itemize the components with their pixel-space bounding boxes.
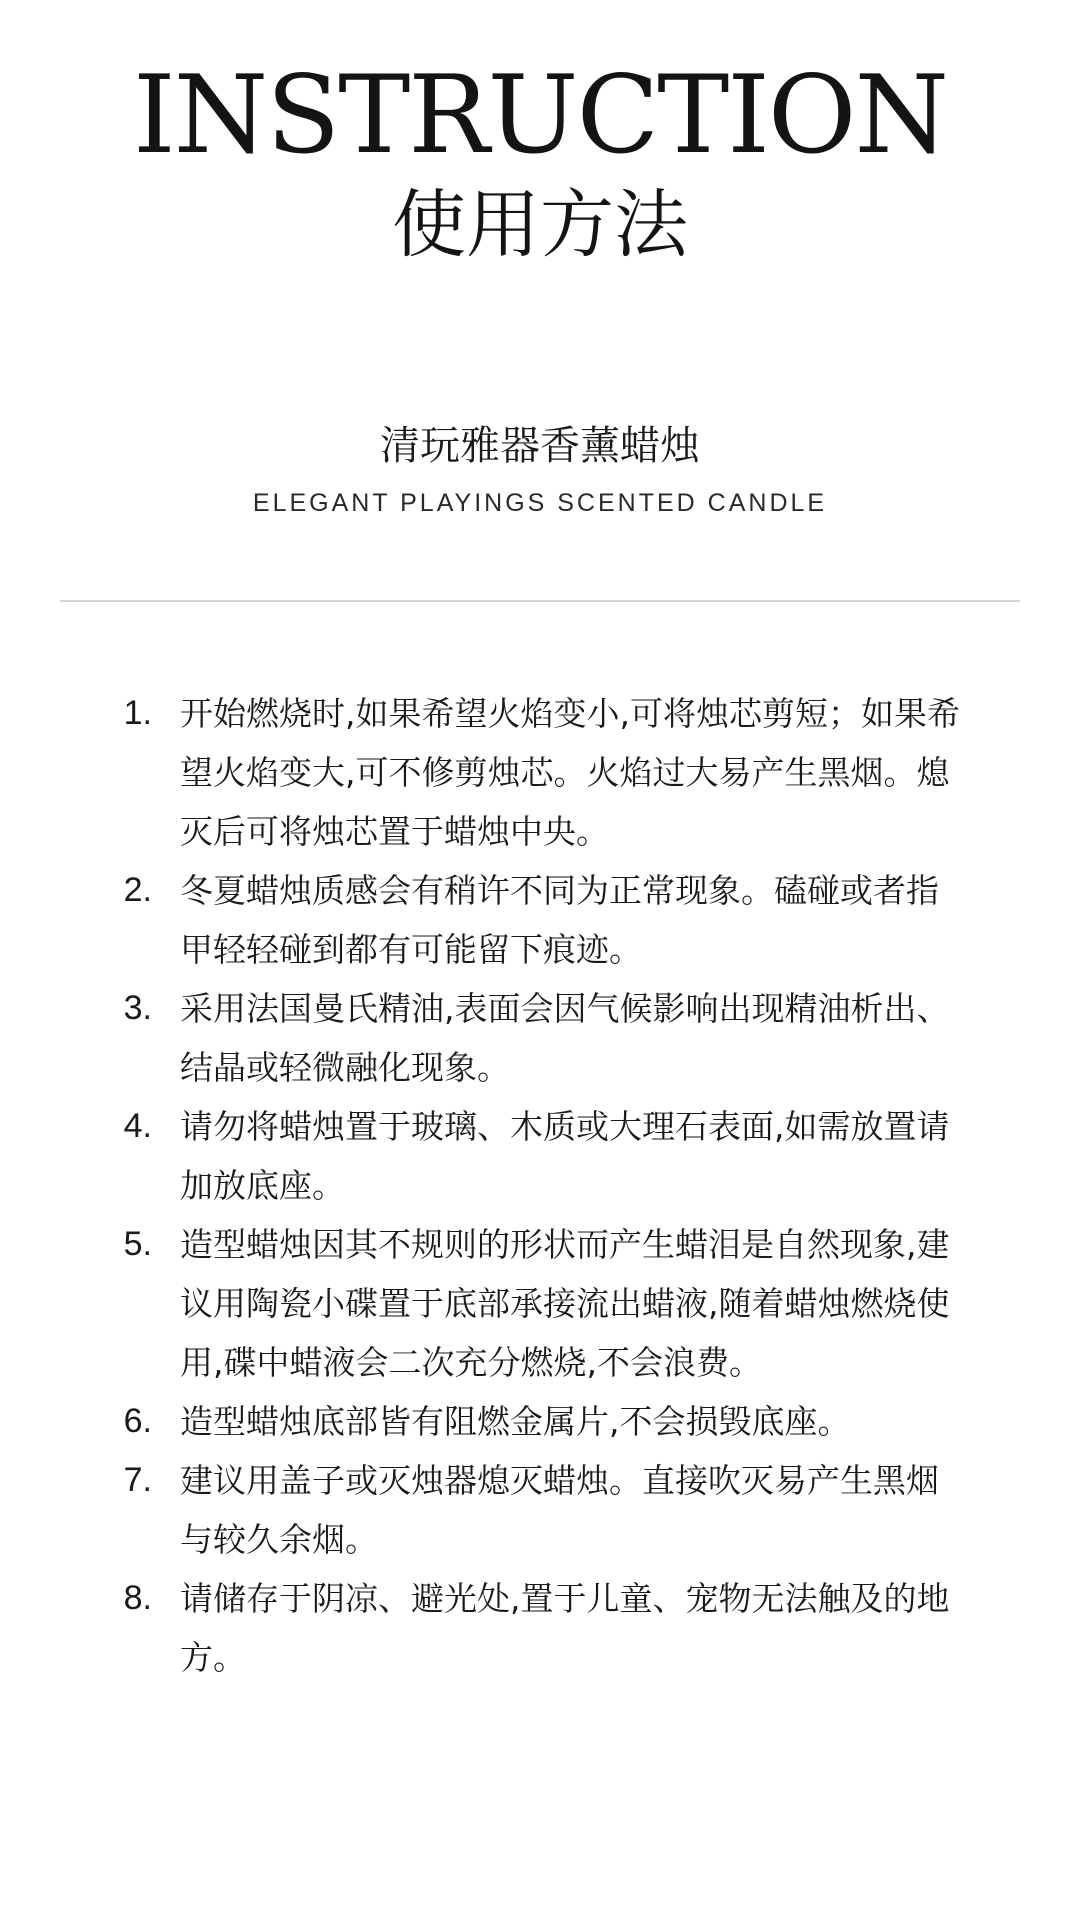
instruction-text: 采用法国曼氏精油,表面会因气候影响出现精油析出、结晶或轻微融化现象。 bbox=[180, 989, 950, 1087]
instruction-number: 7. bbox=[123, 1461, 152, 1499]
instruction-item bbox=[110, 684, 970, 861]
instruction-number: 1. bbox=[123, 694, 152, 732]
instruction-text: 请储存于阴凉、避光处,置于儿童、宠物无法触及的地方。 bbox=[180, 1579, 950, 1677]
page-title-cn: 使用方法 bbox=[392, 182, 688, 268]
instruction-item bbox=[110, 1451, 970, 1569]
instruction-item bbox=[110, 1569, 970, 1687]
product-name-cn: 清玩雅器香薰蜡烛 bbox=[380, 423, 700, 469]
instruction-number: 8. bbox=[123, 1579, 152, 1617]
instruction-number: 2. bbox=[123, 871, 152, 909]
product-heading bbox=[0, 420, 1080, 520]
instruction-number: 3. bbox=[123, 989, 152, 1027]
instruction-text: 冬夏蜡烛质感会有稍许不同为正常现象。磕碰或者指甲轻轻碰到都有可能留下痕迹。 bbox=[180, 871, 939, 969]
instruction-number: 4. bbox=[123, 1107, 152, 1145]
instruction-text: 造型蜡烛因其不规则的形状而产生蜡泪是自然现象,建议用陶瓷小碟置于底部承接流出蜡液,随着蜡烛燃烧使用,碟中蜡液会二次充分燃烧,不会浪费。 bbox=[180, 1225, 950, 1382]
instruction-number: 5. bbox=[123, 1225, 152, 1263]
page-header bbox=[0, 53, 1080, 268]
instruction-item bbox=[110, 1097, 970, 1215]
instruction-text: 造型蜡烛底部皆有阻燃金属片,不会损毁底座。 bbox=[180, 1402, 851, 1441]
instruction-item bbox=[110, 861, 970, 979]
instruction-item bbox=[110, 1392, 970, 1451]
product-name-en: ELEGANT PLAYINGS SCENTED CANDLE bbox=[252, 489, 828, 517]
instruction-text: 建议用盖子或灭烛器熄灭蜡烛。直接吹灭易产生黑烟与较久余烟。 bbox=[180, 1461, 939, 1559]
instruction-number: 6. bbox=[123, 1402, 152, 1440]
instruction-text: 开始燃烧时,如果希望火焰变小,可将烛芯剪短；如果希望火焰变大,可不修剪烛芯。火焰过大易产生黑烟。熄灭后可将烛芯置于蜡烛中央。 bbox=[180, 694, 960, 851]
instruction-item bbox=[110, 1215, 970, 1392]
page-title-en: INSTRUCTION bbox=[133, 53, 947, 178]
divider bbox=[60, 600, 1020, 602]
instruction-item bbox=[110, 979, 970, 1097]
instruction-list bbox=[110, 684, 970, 1687]
instruction-text: 请勿将蜡烛置于玻璃、木质或大理石表面,如需放置请加放底座。 bbox=[180, 1107, 950, 1205]
